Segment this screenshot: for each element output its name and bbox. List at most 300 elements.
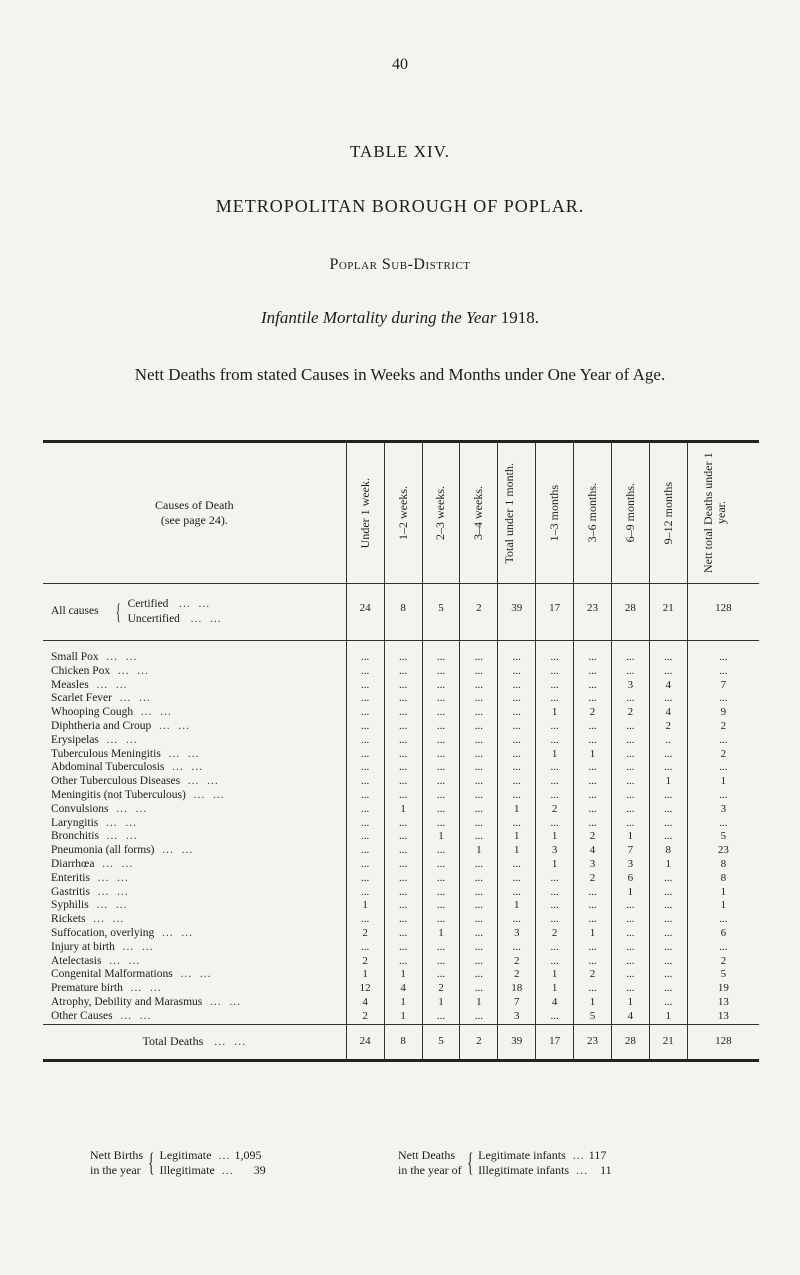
value-cell: 19 <box>687 982 759 996</box>
cause-cell <box>43 941 346 955</box>
value-cell: ... <box>422 968 460 982</box>
value-cell: ... <box>687 941 759 955</box>
cause-header-label: Causes of Death <box>155 498 234 512</box>
value-cell: ... <box>536 775 574 789</box>
value-cell: ... <box>384 641 422 665</box>
cause-cell <box>43 817 346 831</box>
value-cell: ... <box>346 775 384 789</box>
leader-dots: ... ... <box>154 844 194 857</box>
value-cell: 3 <box>536 844 574 858</box>
leader-dots: ... ... <box>89 871 129 884</box>
cause-label: Chicken Pox <box>51 664 111 677</box>
table-row <box>43 775 759 789</box>
value-cell: ... <box>384 734 422 748</box>
value-cell: 1 <box>611 996 649 1010</box>
uncertified-label: Uncertified <box>127 613 180 625</box>
value-cell: ... <box>611 927 649 941</box>
deaths-label: Nett Deaths <box>398 1148 455 1162</box>
births-legitimate-value: 1,095 <box>234 1148 262 1162</box>
value-cell: ... <box>649 968 687 982</box>
value-cell: 2 <box>346 927 384 941</box>
value-cell: ... <box>649 941 687 955</box>
value-cell: 1 <box>384 996 422 1010</box>
cause-cell <box>43 789 346 803</box>
value-cell: 5 <box>687 968 759 982</box>
value-cell: 4 <box>536 996 574 1010</box>
value-cell: ... <box>574 941 612 955</box>
leader-dots: ... ... <box>88 899 128 912</box>
value-cell: ... <box>611 899 649 913</box>
value-cell: ... <box>649 927 687 941</box>
deaths-illegitimate-label: Illegitimate infants <box>478 1163 570 1177</box>
leader-dots: ... ... <box>98 651 138 663</box>
cause-cell <box>43 968 346 982</box>
value-cell: 4 <box>384 982 422 996</box>
table-row <box>43 955 759 969</box>
value-cell: ... <box>687 913 759 927</box>
value-cell: .. <box>649 734 687 748</box>
cause-label: Congenital Malformations <box>51 968 173 981</box>
table-row <box>43 968 759 982</box>
value-cell: ... <box>346 641 384 665</box>
value-cell: ... <box>536 789 574 803</box>
cause-label: Laryngitis <box>51 816 99 829</box>
value-cell: ... <box>384 720 422 734</box>
cause-label: Pneumonia (all forms) <box>51 844 155 857</box>
value-cell: 5 <box>687 830 759 844</box>
cause-label: Tuberculous Meningitis <box>51 747 161 760</box>
value-cell: ... <box>611 775 649 789</box>
value-cell: 1 <box>536 748 574 762</box>
value-cell: ... <box>460 858 498 872</box>
value-cell: ... <box>346 665 384 679</box>
table-row <box>43 899 759 913</box>
value-cell: ... <box>536 692 574 706</box>
value-cell: ... <box>460 734 498 748</box>
cause-label: Syphilis <box>51 899 89 912</box>
all-causes-value: 2 <box>460 584 498 641</box>
value-cell: ... <box>422 665 460 679</box>
deaths-label-year: in the year of <box>398 1163 462 1177</box>
column-header-label: 9–12 months <box>660 481 675 545</box>
brace-glyph: { <box>148 1148 155 1177</box>
table-row <box>43 706 759 720</box>
value-cell: ... <box>574 913 612 927</box>
value-cell: ... <box>649 886 687 900</box>
value-cell: ... <box>611 789 649 803</box>
value-cell: ... <box>574 982 612 996</box>
cause-cell <box>43 692 346 706</box>
cause-label: Abdominal Tuberculosis <box>51 761 165 774</box>
leader-dots: ... ... <box>112 692 151 705</box>
table-heading <box>0 308 800 328</box>
cause-label: Enteritis <box>51 871 90 884</box>
value-cell: ... <box>574 734 612 748</box>
value-cell: ... <box>536 734 574 748</box>
column-header <box>498 442 536 584</box>
value-cell: ... <box>574 692 612 706</box>
value-cell: ... <box>574 803 612 817</box>
value-cell: 4 <box>649 679 687 693</box>
births-label: Nett Births <box>90 1148 143 1162</box>
value-cell: ... <box>460 748 498 762</box>
value-cell: ... <box>460 706 498 720</box>
cause-header-note: (see page 24). <box>160 513 228 527</box>
value-cell: 1 <box>498 844 536 858</box>
column-header <box>536 442 574 584</box>
value-cell: ... <box>346 858 384 872</box>
value-cell: ... <box>611 968 649 982</box>
cause-label: Injury at birth <box>51 940 115 953</box>
value-cell: ... <box>460 665 498 679</box>
value-cell: 8 <box>687 858 759 872</box>
value-cell: ... <box>611 803 649 817</box>
total-value: 24 <box>346 1024 384 1060</box>
brace-glyph: { <box>466 1148 474 1177</box>
table-row <box>43 844 759 858</box>
value-cell: ... <box>498 679 536 693</box>
value-cell: 1 <box>498 803 536 817</box>
value-cell: ... <box>536 899 574 913</box>
value-cell: ... <box>649 955 687 969</box>
cause-label: Small Pox <box>51 651 99 663</box>
value-cell: ... <box>498 872 536 886</box>
value-cell: 3 <box>687 803 759 817</box>
cause-label: Atelectasis <box>51 954 102 967</box>
value-cell: ... <box>649 899 687 913</box>
value-cell: 1 <box>422 927 460 941</box>
value-cell: 2 <box>574 968 612 982</box>
leader-dots: ... ... <box>101 954 141 967</box>
value-cell: 2 <box>574 706 612 720</box>
value-cell: ... <box>422 817 460 831</box>
value-cell: ... <box>460 968 498 982</box>
value-cell: ... <box>574 720 612 734</box>
value-cell: ... <box>460 927 498 941</box>
leader-dots: ... ... <box>164 761 204 774</box>
value-cell: ... <box>346 872 384 886</box>
cause-cell <box>43 803 346 817</box>
all-causes-value: 128 <box>687 584 759 641</box>
table-row <box>43 830 759 844</box>
column-header <box>611 442 649 584</box>
column-header <box>384 442 422 584</box>
value-cell: ... <box>384 775 422 789</box>
value-cell: 1 <box>649 1010 687 1024</box>
value-cell: ... <box>611 665 649 679</box>
value-cell: ... <box>498 761 536 775</box>
table-description: Nett Deaths from stated Causes in Weeks and Months under One Year of Age. <box>134 365 666 384</box>
value-cell: ... <box>498 913 536 927</box>
value-cell: ... <box>498 886 536 900</box>
all-causes-value: 28 <box>611 584 649 641</box>
all-causes-row <box>43 584 759 641</box>
certified-label: Certified <box>127 598 169 610</box>
value-cell: ... <box>649 692 687 706</box>
value-cell: 4 <box>649 706 687 720</box>
leader-dots: ... ... <box>94 857 134 870</box>
value-cell: ... <box>346 803 384 817</box>
value-cell: ... <box>611 941 649 955</box>
mortality-table <box>43 440 759 1062</box>
value-cell: 1 <box>498 830 536 844</box>
column-header-label: Under 1 week. <box>357 477 372 549</box>
value-cell: 3 <box>611 858 649 872</box>
value-cell: ... <box>460 720 498 734</box>
table-row <box>43 886 759 900</box>
value-cell: ... <box>498 692 536 706</box>
table-row <box>43 720 759 734</box>
value-cell: 1 <box>422 996 460 1010</box>
value-cell: ... <box>536 1010 574 1024</box>
value-cell: ... <box>498 941 536 955</box>
table-row <box>43 692 759 706</box>
value-cell: ... <box>611 982 649 996</box>
value-cell: 1 <box>346 968 384 982</box>
cause-label: Other Causes <box>51 1009 113 1022</box>
value-cell: ... <box>649 830 687 844</box>
cause-cell <box>43 844 346 858</box>
value-cell: 1 <box>574 996 612 1010</box>
all-causes-value: 21 <box>649 584 687 641</box>
value-cell: ... <box>460 789 498 803</box>
value-cell: 8 <box>687 872 759 886</box>
leader-dots: ... ... <box>112 1009 152 1022</box>
value-cell: ... <box>384 761 422 775</box>
value-cell: ... <box>536 955 574 969</box>
cause-cell <box>43 665 346 679</box>
value-cell: ... <box>384 844 422 858</box>
value-cell: ... <box>498 720 536 734</box>
value-cell: ... <box>611 817 649 831</box>
value-cell: 1 <box>422 830 460 844</box>
cause-cell <box>43 1010 346 1024</box>
value-cell: 2 <box>687 955 759 969</box>
column-header-label: 6–9 months. <box>622 483 637 543</box>
value-cell: ... <box>687 692 759 706</box>
value-cell: ... <box>346 692 384 706</box>
table-row <box>43 996 759 1010</box>
value-cell: 8 <box>649 844 687 858</box>
cause-label: Gastritis <box>51 885 90 898</box>
value-cell: 3 <box>574 858 612 872</box>
value-cell: ... <box>422 706 460 720</box>
table-row <box>43 734 759 748</box>
value-cell: ... <box>649 748 687 762</box>
cause-label: Diarrhœa <box>51 857 95 870</box>
cause-cell <box>43 927 346 941</box>
value-cell: 6 <box>687 927 759 941</box>
cause-cell <box>43 748 346 762</box>
cause-label: Suffocation, overlying <box>51 926 155 939</box>
value-cell: 7 <box>687 679 759 693</box>
value-cell: ... <box>611 641 649 665</box>
value-cell: ... <box>384 886 422 900</box>
cause-cell <box>43 734 346 748</box>
total-value: 128 <box>687 1024 759 1060</box>
value-cell: ... <box>422 913 460 927</box>
value-cell: ... <box>649 913 687 927</box>
value-cell: 1 <box>498 899 536 913</box>
nett-births-block: Nett Births in the year { Legitimate ... 1,095 Illegitimate ... 39 <box>90 1148 266 1177</box>
table-row <box>43 641 759 665</box>
cause-cell <box>43 982 346 996</box>
cause-label: Measles <box>51 678 89 691</box>
value-cell: ... <box>422 899 460 913</box>
cause-cell <box>43 830 346 844</box>
subdistrict-title: Poplar Sub-District <box>329 256 471 273</box>
mortality-table-wrapper <box>43 440 759 1062</box>
column-header <box>649 442 687 584</box>
value-cell: 23 <box>687 844 759 858</box>
value-cell: ... <box>346 720 384 734</box>
value-cell: ... <box>536 761 574 775</box>
value-cell: 4 <box>346 996 384 1010</box>
column-header-label: 1–3 months <box>547 484 562 542</box>
value-cell: 1 <box>536 982 574 996</box>
leader-dots: ... ... <box>98 816 138 829</box>
value-cell: ... <box>384 913 422 927</box>
value-cell: 7 <box>498 996 536 1010</box>
total-value: 39 <box>498 1024 536 1060</box>
value-cell: ... <box>574 955 612 969</box>
cause-label: Bronchitis <box>51 830 99 843</box>
value-cell: 3 <box>498 1010 536 1024</box>
cause-cell <box>43 955 346 969</box>
leader-dots: ... ... <box>154 926 194 939</box>
value-cell: ... <box>498 858 536 872</box>
leader-dots: ... ... <box>98 733 138 746</box>
value-cell: ... <box>536 720 574 734</box>
value-cell: ... <box>498 734 536 748</box>
value-cell: 1 <box>574 748 612 762</box>
page-number: 40 <box>392 56 408 73</box>
value-cell: ... <box>574 761 612 775</box>
leader-dots: ... ... <box>151 719 191 732</box>
column-header <box>346 442 384 584</box>
value-cell: ... <box>384 830 422 844</box>
value-cell: ... <box>384 692 422 706</box>
value-cell: ... <box>574 775 612 789</box>
value-cell: ... <box>536 913 574 927</box>
cause-label: Premature birth <box>51 982 123 995</box>
value-cell: 4 <box>574 844 612 858</box>
deaths-illegitimate-value: 11 <box>600 1163 612 1177</box>
cause-label: Rickets <box>51 913 86 926</box>
value-cell: ... <box>460 955 498 969</box>
value-cell: ... <box>460 830 498 844</box>
value-cell: ... <box>422 1010 460 1024</box>
value-cell: 9 <box>687 706 759 720</box>
value-cell: ... <box>460 803 498 817</box>
cause-label: Scarlet Fever <box>51 692 112 705</box>
cause-cell <box>43 899 346 913</box>
cause-cell <box>43 872 346 886</box>
leader-dots: ... ... <box>110 664 149 677</box>
value-cell: ... <box>611 748 649 762</box>
all-causes-value: 24 <box>346 584 384 641</box>
all-causes-cell: All causes { Certified ... ... Uncertified ... ... <box>43 584 346 641</box>
value-cell: ... <box>346 886 384 900</box>
value-cell: ... <box>536 679 574 693</box>
value-cell: ... <box>460 913 498 927</box>
value-cell: ... <box>498 706 536 720</box>
total-value: 5 <box>422 1024 460 1060</box>
total-deaths-row <box>43 1024 759 1060</box>
value-cell: ... <box>611 734 649 748</box>
value-cell: ... <box>384 679 422 693</box>
value-cell: ... <box>649 996 687 1010</box>
value-cell: ... <box>460 1010 498 1024</box>
value-cell: ... <box>422 775 460 789</box>
all-causes-value: 39 <box>498 584 536 641</box>
total-value: 21 <box>649 1024 687 1060</box>
all-causes-label: All causes <box>51 605 99 618</box>
column-header-label: 3–6 months. <box>585 483 600 543</box>
value-cell: 1 <box>536 858 574 872</box>
leader-dots: ... ... <box>114 940 154 953</box>
value-cell: 2 <box>346 955 384 969</box>
value-cell: ... <box>460 817 498 831</box>
value-cell: ... <box>460 679 498 693</box>
value-cell: 2 <box>687 720 759 734</box>
value-cell: ... <box>687 817 759 831</box>
value-cell: ... <box>346 913 384 927</box>
value-cell: ... <box>611 761 649 775</box>
value-cell: ... <box>422 955 460 969</box>
value-cell: ... <box>498 641 536 665</box>
value-cell: ... <box>422 761 460 775</box>
value-cell: ... <box>687 761 759 775</box>
cause-cell <box>43 886 346 900</box>
leader-dots: ... ... <box>160 747 200 760</box>
value-cell: ... <box>422 886 460 900</box>
value-cell: ... <box>346 817 384 831</box>
table-row <box>43 941 759 955</box>
table-row <box>43 803 759 817</box>
total-deaths-label: Total Deaths ... ... <box>43 1024 346 1060</box>
value-cell: ... <box>536 872 574 886</box>
cause-label: Diphtheria and Croup <box>51 719 152 732</box>
column-header-label: 3–4 weeks. <box>471 486 486 540</box>
value-cell: ... <box>498 665 536 679</box>
cause-cell <box>43 775 346 789</box>
cause-cell <box>43 679 346 693</box>
value-cell: ... <box>460 872 498 886</box>
value-cell: ... <box>384 941 422 955</box>
total-value: 8 <box>384 1024 422 1060</box>
value-cell: 7 <box>611 844 649 858</box>
leader-dots: ... ... <box>185 788 225 801</box>
value-cell: ... <box>649 803 687 817</box>
table-row <box>43 748 759 762</box>
value-cell: ... <box>384 927 422 941</box>
all-causes-value: 5 <box>422 584 460 641</box>
table-row <box>43 817 759 831</box>
value-cell: 1 <box>536 706 574 720</box>
value-cell: ... <box>422 720 460 734</box>
births-illegitimate-value: 39 <box>253 1163 266 1177</box>
value-cell: ... <box>574 817 612 831</box>
value-cell: ... <box>460 982 498 996</box>
value-cell: ... <box>536 941 574 955</box>
value-cell: ... <box>422 858 460 872</box>
value-cell: ... <box>498 789 536 803</box>
value-cell: ... <box>574 886 612 900</box>
value-cell: ... <box>460 899 498 913</box>
leader-dots: ... ... <box>180 775 219 788</box>
value-cell: 5 <box>574 1010 612 1024</box>
